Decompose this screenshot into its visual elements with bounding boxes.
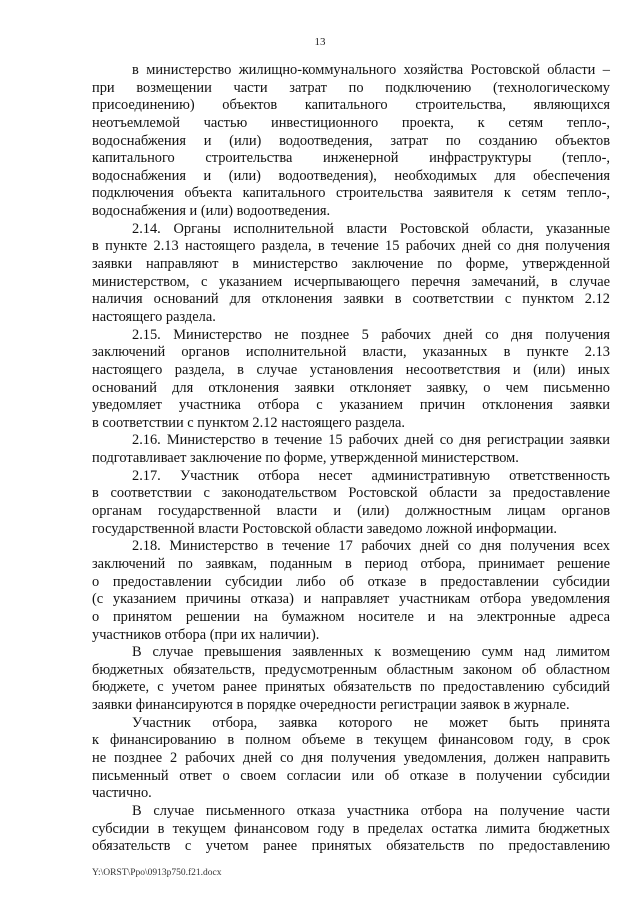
- paragraph: [92, 221, 610, 327]
- text-line: 2.16. Министерство в течение 15 рабочих дней со дня регистрации заявки: [132, 432, 610, 449]
- text-line: подготавливает заключение по форме, утвержденной министерством.: [92, 450, 519, 467]
- text-line: водоснабжения и (или) водоотведения.: [92, 203, 331, 220]
- text-line: о предоставлении субсидии либо об отказе в предоставлении субсидии: [92, 573, 610, 590]
- text-line: государственной власти Ростовской области заведомо ложной информации.: [92, 520, 558, 537]
- text-line: заключений органов исполнительной власти, указанных в пункте 2.13: [92, 344, 610, 361]
- text-line: В случае письменного отказа участника отбора на получение части: [132, 802, 610, 819]
- text-line: подключения объекта капитального строительства заявителя к сетям тепло-,: [92, 185, 610, 202]
- text-line: органам государственной власти и (или) должностным лицам органов: [92, 503, 610, 520]
- paragraph: [92, 803, 610, 856]
- text-line: заключений по заявкам, поданным в период отбора, принимает решение: [92, 555, 610, 572]
- text-line: присоединению) объектов капитального строительства, являющихся: [92, 97, 610, 114]
- text-line: настоящего раздела, в случае установления несоответствия и (или) иных: [92, 361, 610, 378]
- text-line: субсидии в текущем финансовом году в пределах остатка лимита бюджетных: [92, 820, 610, 837]
- paragraph: [92, 715, 610, 803]
- text-line: бюджете, с учетом ранее принятых обязательств по предоставлению субсидий: [92, 679, 610, 696]
- text-line: участников отбора (при их наличии).: [92, 626, 320, 643]
- text-line: 2.17. Участник отбора несет административную ответственность: [132, 467, 610, 484]
- text-line: водоснабжения и (или) водоотведения), необходимых для обеспечения: [92, 167, 610, 184]
- text-line: обязательств с учетом ранее принятых обязательств по предоставлению: [92, 838, 610, 855]
- text-line: в соответствии с законодательством Ростовской области за предоставление: [92, 485, 610, 502]
- text-line: в министерство жилищно-коммунального хозяйства Ростовской области –: [132, 62, 610, 78]
- text-line: письменный ответ о своем согласии или об отказе в получении субсидии: [92, 767, 610, 784]
- paragraph: [92, 644, 610, 715]
- text-line: не позднее 2 рабочих дней со дня получения уведомления, должен направить: [92, 749, 610, 766]
- text-line: 2.14. Органы исполнительной власти Ростовской области, указанные: [132, 220, 610, 237]
- text-line: 2.18. Министерство в течение 17 рабочих дней со дня получения всех: [132, 538, 610, 555]
- text-line: водоснабжения и (или) водоотведения, затрат по созданию объектов: [92, 132, 610, 149]
- text-line: частично.: [92, 785, 152, 802]
- text-line: 2.15. Министерство не позднее 5 рабочих дней со дня получения: [132, 326, 610, 343]
- text-line: Участник отбора, заявка которого не может быть принята: [132, 714, 610, 731]
- paragraph: [92, 327, 610, 433]
- text-line: наличия оснований для отклонения заявки в соответствии с пунктом 2.12: [92, 291, 610, 308]
- text-line: министерством, с указанием исчерпывающего перечня замечаний, в случае: [92, 273, 610, 290]
- text-line: заявки финансируются в порядке очередности регистрации заявок в журнале.: [92, 697, 570, 714]
- text-line: неотъемлемой частью инвестиционного проекта, к сетям тепло-,: [92, 114, 610, 131]
- text-line: в соответствии с пунктом 2.12 настоящего раздела.: [92, 414, 405, 431]
- paragraph: [92, 432, 610, 467]
- page-number: 13: [314, 36, 326, 48]
- text-line: бюджетных обязательств, предусмотренным областным законом об областном: [92, 661, 610, 678]
- text-line: о принятом решении на бумажном носителе и на электронные адреса: [92, 608, 610, 625]
- text-line: капитального строительства инженерной инфраструктуры (тепло-,: [92, 150, 610, 167]
- text-line: уведомляет участника отбора с указанием причин отклонения заявки: [92, 397, 610, 414]
- text-line: (с указанием причины отказа) и направляет участникам отбора уведомления: [92, 591, 610, 608]
- text-line: при возмещении части затрат по подключению (технологическому: [92, 79, 610, 96]
- document-body: [92, 62, 610, 856]
- footer-file-path: Y:\ORST\Ppo\0913p750.f21.docx: [92, 868, 222, 878]
- text-line: В случае превышения заявленных к возмещению сумм над лимитом: [132, 644, 610, 661]
- paragraph: [92, 468, 610, 539]
- paragraph: [92, 538, 610, 644]
- text-line: заявки направляют в министерство заключение по форме, утвержденной: [92, 256, 610, 273]
- text-line: оснований для отклонения заявки отклоняет заявку, о чем письменно: [92, 379, 610, 396]
- text-line: в пункте 2.13 настоящего раздела, в течение 15 рабочих дней со дня получения: [92, 238, 610, 255]
- text-line: к финансированию в полном объеме в текущем финансовом году, в срок: [92, 732, 610, 749]
- text-line: настоящего раздела.: [92, 308, 216, 325]
- paragraph: [92, 62, 610, 221]
